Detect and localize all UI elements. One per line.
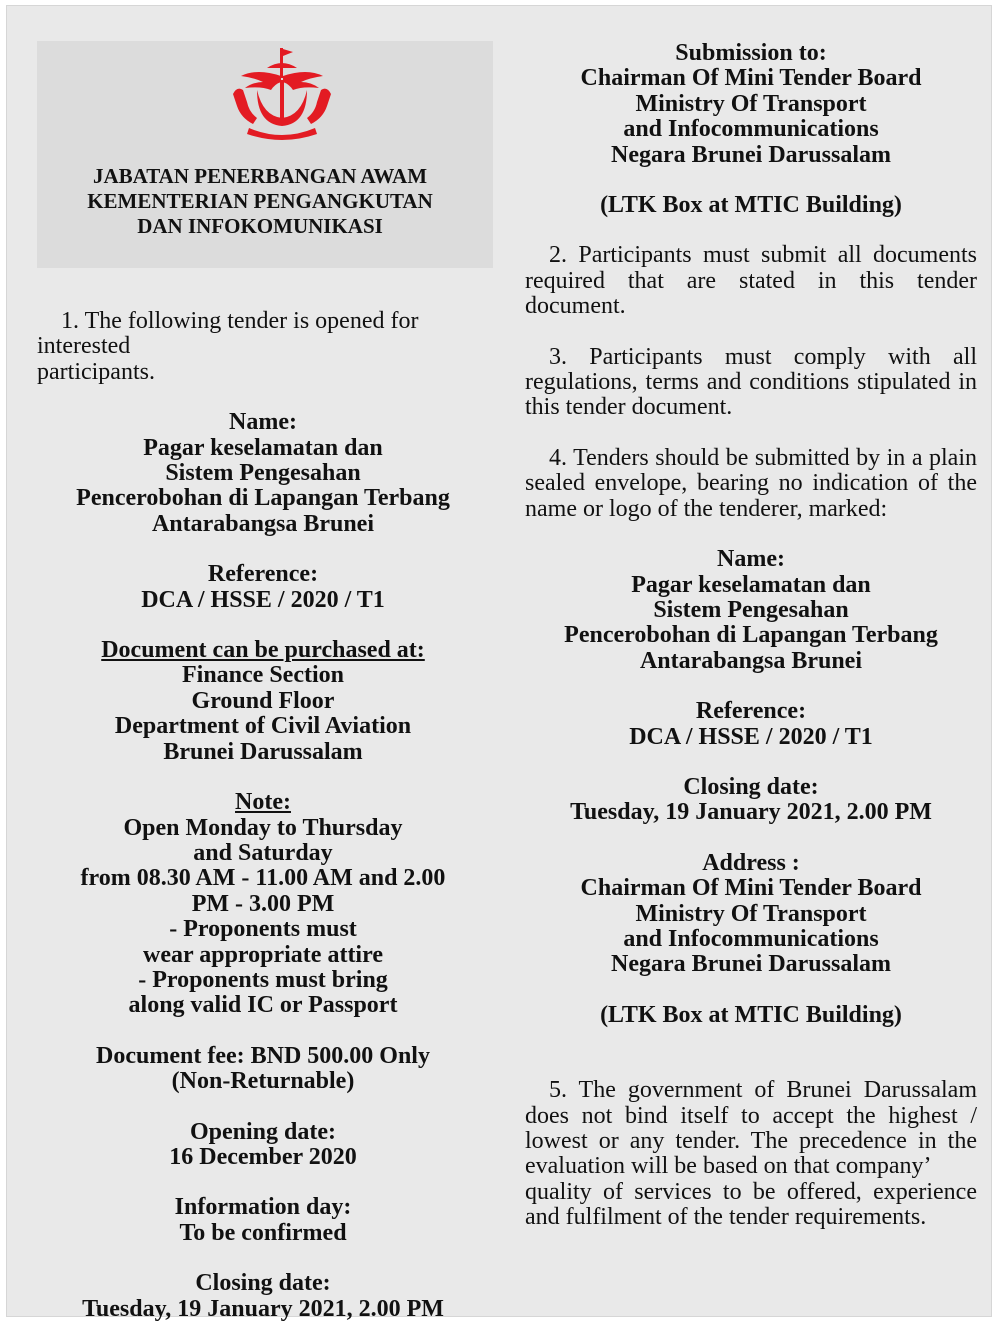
name-line: Antarabangsa Brunei [639,647,863,674]
submission-line: and Infocommunications [623,116,879,143]
note-label: Note: [235,789,291,816]
name-line: Pagar keselamatan dan [143,434,383,461]
tender-notice [6,5,992,1322]
submission-box: (LTK Box at MTIC Building) [600,192,902,219]
purchase-label: Document can be purchased at: [101,637,425,664]
note-line: Open Monday to Thursday [123,814,403,841]
header-box [37,41,493,268]
purchase-block [37,638,489,765]
fee-block [37,1044,489,1095]
info-day-value: To be confirmed [179,1219,347,1246]
closing-label: Closing date: [195,1270,331,1297]
submission-line: Ministry Of Transport [635,90,867,117]
note-line: wear appropriate attire [143,941,383,968]
note-line: along valid IC or Passport [128,992,398,1019]
address-line: and Infocommunications [623,925,879,952]
paragraph-3: 3. Participants must comply with all regulations, terms and conditions stipulated in this tender document. [525,343,977,421]
note-line: - Proponents must [169,916,357,943]
reference-label: Reference: [207,561,319,588]
reference-block [525,699,977,750]
note-line: PM - 3.00 PM [191,890,335,917]
reference-label: Reference: [695,698,807,725]
name-line: Pencerobohan di Lapangan Terbang [564,622,938,649]
address-line: Chairman Of Mini Tender Board [580,875,922,902]
dept-line: DAN INFOKOMUNIKASI [137,214,383,238]
reference-value: DCA / HSSE / 2020 / T1 [629,723,873,750]
intro-line: 1. The following tender is opened for [61,308,419,334]
fee-line: (Non-Returnable) [171,1068,355,1095]
left-column [37,41,489,1322]
name-line: Sistem Pengesahan [165,460,361,487]
address-label: Address : [702,849,800,876]
submission-line: Negara Brunei Darussalam [611,141,891,168]
purchase-line: Department of Civil Aviation [114,713,412,740]
tender-name-block [37,410,489,537]
address-box: (LTK Box at MTIC Building) [600,1001,902,1028]
paragraph-5: 5. The government of Brunei Darussalam does not bind itself to accept the highest / lowest or any tender. The precedence in the evaluation will be based on that company’ [525,1077,977,1180]
address-block [525,851,977,1028]
address-line: Ministry Of Transport [635,900,867,927]
closing-date-block [37,1271,489,1322]
intro-paragraph [37,309,489,385]
tender-name-block [525,547,977,674]
submission-line: Chairman Of Mini Tender Board [580,65,922,92]
opening-date-block [37,1120,489,1171]
closing-label: Closing date: [683,773,819,800]
paragraph-4: 4. Tenders should be submitted by in a plain sealed envelope, bearing no indication of the name or logo of the tenderer, marked: [525,444,977,522]
address-line: Negara Brunei Darussalam [611,951,891,978]
submission-block [525,41,977,218]
note-block [37,790,489,1019]
closing-value: Tuesday, 19 January 2021, 2.00 PM [82,1295,444,1322]
dept-line: JABATAN PENERBANGAN AWAM [92,164,428,188]
closing-date-block [525,775,977,826]
note-line: and Saturday [193,839,333,866]
info-day-label: Information day: [174,1194,352,1221]
closing-value: Tuesday, 19 January 2021, 2.00 PM [570,799,932,826]
purchase-line: Brunei Darussalam [163,738,363,765]
note-line: from 08.30 AM - 11.00 AM and 2.00 [80,865,446,892]
purchase-line: Ground Floor [191,687,335,714]
reference-block [37,562,489,613]
name-label: Name: [229,409,297,436]
information-day-block [37,1195,489,1246]
opening-value: 16 December 2020 [169,1143,357,1170]
right-column [525,41,977,1231]
intro-line: participants. [37,358,155,385]
name-line: Pencerobohan di Lapangan Terbang [76,485,450,512]
paragraph-2: 2. Participants must submit all documents required that are stated in this tender document. [525,242,977,320]
purchase-line: Finance Section [182,662,344,689]
intro-line: interested [37,333,131,360]
fee-line: Document fee: BND 500.00 Only [96,1042,430,1069]
dept-line: KEMENTERIAN PENGANGKUTAN [87,189,433,213]
paragraph-5-continued: quality of services to be offered, experience and fulfilment of the tender requirements. [525,1178,977,1231]
department-heading [37,164,493,239]
crest-icon [227,46,337,141]
name-label: Name: [717,546,785,573]
name-line: Pagar keselamatan dan [631,571,871,598]
submission-label: Submission to: [675,40,827,66]
opening-label: Opening date: [189,1118,336,1145]
note-line: - Proponents must bring [138,966,388,993]
name-line: Sistem Pengesahan [653,596,849,623]
reference-value: DCA / HSSE / 2020 / T1 [141,586,385,613]
name-line: Antarabangsa Brunei [151,510,375,537]
